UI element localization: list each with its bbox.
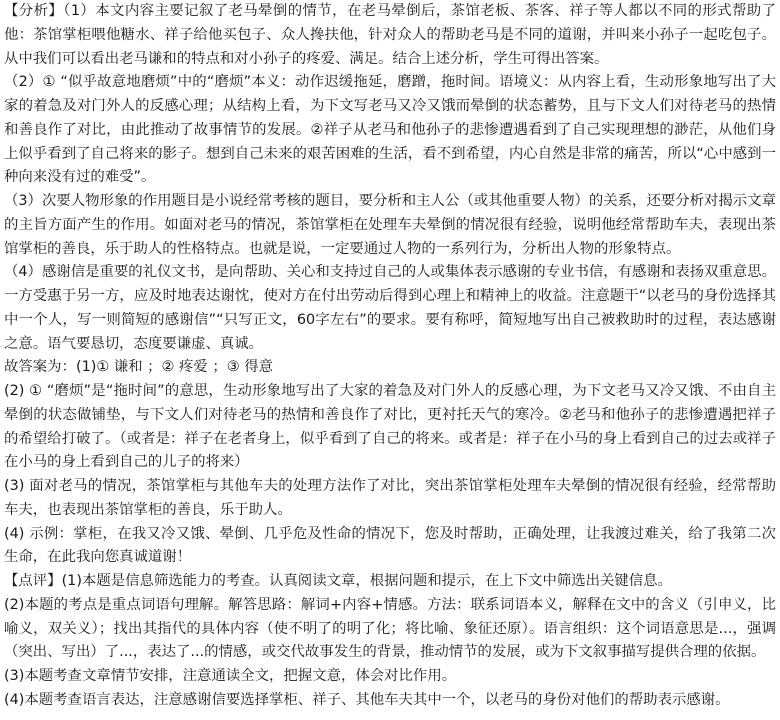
answer-paragraph-3: (3) 面对老马的情况，茶馆掌柜与其他车夫的处理方法作了对比，突出茶馆掌柜处理车夫晕倒的情况很有经验，经常帮助车夫，也表现出茶馆掌柜的善良，乐于助人。 [4,478,776,518]
comment-paragraph-3: (3)本题考查文章情节安排，注意通读全文，把握文意，体会对比作用。 [4,668,457,684]
analysis-paragraph-1: 【分析】（1）本文内容主要记叙了老马晕倒的情节，在老马晕倒后，茶馆老板、茶客、祥子等人都以不同的形式帮助了他：茶馆掌柜喂他糖水、祥子给他买包子、众人搀扶他，针对众人的帮助老马是不同的道谢，并叫来小孙子一起吃包子。从中我们可以看出老马谦和的特点和对小孙子的疼爱、满足。结合上述分析，学生可得出答案。 [4,3,776,67]
comment-paragraph-1: 【点评】(1)本题是信息筛选能力的考查。认真阅读文章，根据问题和提示，在上下文中筛选出关键信息。 [4,573,672,589]
answer-paragraph-4: (4) 示例：掌柜，在我又冷又饿、晕倒、几乎危及性命的情况下，您及时帮助，正确处理，让我渡过难关，给了我第二次生命，在此我向您真诚道谢！ [4,525,776,566]
analysis-paragraph-2: （2）① “似乎故意地磨烦”中的“磨烦”本义：动作迟缓拖延，磨蹭，拖时间。语境义：从内容上看，生动形象地写出了大家的着急及对门外人的反感心理；从结构上看，为下文写老马又冷又饿而晕倒的状态蓄势，且与下文人们对待老马的热情和善良作了对比，由此推动了故事情节的发展。②祥子从老马和他孙子的悲惨遭遇看到了自己实现理想的渺茫，从他们身上似乎看到了自己将来的影子。想到自己未来的艰苦困难的生活，看不到希望，内心自然是非常的痛苦，所以“心中感到一种向来没有过的难受”。 [4,74,776,186]
comment-paragraph-4: (4)本题考查语言表达，注意感谢信要选择掌柜、祥子、其他车夫其中一个，以老马的身份对他们的帮助表示感谢。 [4,691,730,708]
analysis-paragraph-3: （3）次要人物形象的作用题目是小说经常考核的题目，要分析和主人公（或其他重要人物）的关系，还要分析对揭示文章的主旨方面产生的作用。如面对老马的情况，茶馆掌柜在处理车夫晕倒的情况很有经验，说明他经常帮助车夫，表现出茶馆掌柜的善良，乐于助人的性格特点。也就是说，一定要通过人物的一系列行为，分析出人物的形象特点。 [4,193,776,257]
comment-paragraph-2: (2)本题的考点是重点词语句理解。解答思路：解词+内容+情感。方法：联系词语本义，解释在文中的含义（引申义，比喻义，双关义）；找出其指代的具体内容（使不明了的明了化；将比喻、象征还原）。语言组织：这个词语意思是...，强调（突出、写出）了...，表达了...的情感，或交代故事发生的背景，推动情节的发展，或为下文叙事描写提供合理的依据。 [4,596,776,661]
answer-paragraph-2: (2) ① “磨烦”是“拖时间”的意思，生动形象地写出了大家的着急及对门外人的反感心理，为下文老马又冷又饿、不由自主晕倒的状态做铺垫，与下文人们对待老马的热情和善良作了对比，更衬托天气的寒冷。②老马和他孙子的悲惨遭遇把祥子的希望给打破了。（或者是：祥子在老者身上，似乎看到了自己的将来。或者是：祥子在小马的身上看到自己的过去或祥子在小马的身上看到自己的儿子的将来） [4,383,776,471]
answer-line-1: 故答案为：(1)① 谦和 ；② 疼爱 ；③ 得意 [4,359,274,376]
analysis-paragraph-4: （4）感谢信是重要的礼仪文书，是向帮助、关心和支持过自己的人或集体表示感谢的专业书信，有感谢和表扬双重意思。一方受惠于另一方，应及时地表达谢忱，使对方在付出劳动后得到心理上和精神上的收益。注意题干“以老马的身份选择其中一个人，写一则简短的感谢信”“只写正文，60字左右”的要求。要有称呼，简短地写出自己被救助时的过程，表达感谢之意。语气要恳切，态度要谦虚、真诚。 [4,264,776,352]
